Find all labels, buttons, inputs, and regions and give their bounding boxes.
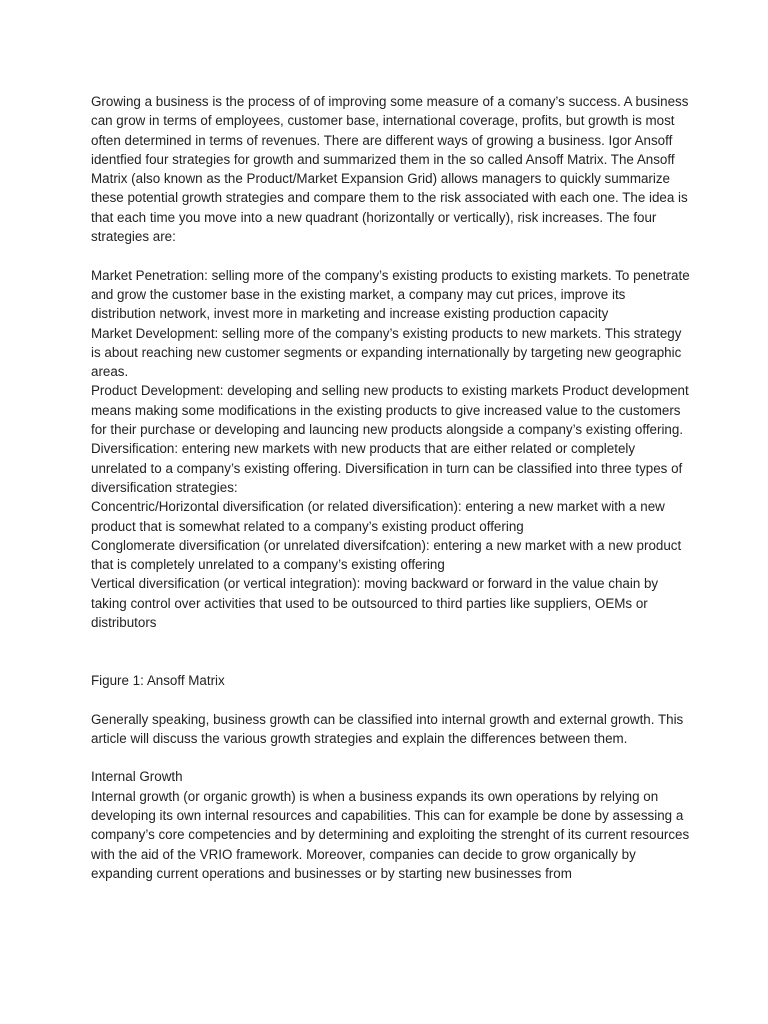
intro-paragraph: Growing a business is the process of of improving some measure of a comany’s success. A business can grow in terms of employees, customer base, international coverage, profits, but growth is most often determined in terms of revenues. There are different ways of growing a business. Igor Ansoff identfied four strategies for growth and summarized them in the so called Ansoff Matrix. The Ansoff Matrix (also known as the Product/Market Expansion Grid) allows managers to quickly summarize these potential growth strategies and compare them to the risk associated with each one. The idea is that each time you move into a new quadrant (horizontally or vertically), risk increases. The four strategies are: [91, 94, 689, 245]
strategy-conglomerate-diversification: Conglomerate diversification (or unrelated diversifcation): entering a new market with a new product that is completely unrelated to a company’s existing offering [91, 537, 682, 573]
growth-summary-paragraph: Generally speaking, business growth can be classified into internal growth and external growth. This article will discuss the various growth strategies and explain the differences between them. [91, 711, 684, 746]
paragraph-gap [91, 690, 691, 709]
strategy-vertical-diversification: Vertical diversification (or vertical integration): moving backward or forward in the value chain by taking control over activities that used to be outsourced to third parties like suppliers, OEMs or distributors [91, 576, 659, 631]
paragraph-gap [91, 246, 691, 265]
strategy-concentric-diversification: Concentric/Horizontal diversification (or related diversification): entering a new market with a new product that is somewhat related to a company’s existing product offering [91, 499, 665, 534]
strategy-market-penetration: Market Penetration: selling more of the company’s existing products to existing markets. To penetrate and grow the customer base in the existing market, a company may cut prices, improve its distribution network, invest more in marketing and increase existing production capacity [91, 267, 690, 322]
internal-growth-heading: Internal Growth [91, 769, 183, 785]
strategy-market-development: Market Development: selling more of the company’s existing products to new markets. This strategy is about reaching new customer segments or expanding internationally by targeting new geographic areas. [91, 325, 682, 380]
paragraph-gap [91, 632, 691, 671]
paragraph-gap [91, 748, 691, 767]
figure-caption: Figure 1: Ansoff Matrix [91, 672, 225, 688]
strategy-product-development: Product Development: developing and selling new products to existing markets Product development means making some modifications in the existing products to give increased value to the customers for their purchase or developing and launcing new products alongside a company’s existing offering. [91, 383, 689, 438]
strategy-diversification: Diversification: entering new markets with new products that are either related or completely unrelated to a company’s existing offering. Diversification in turn can be classified into three types of diversification strategies: [91, 441, 683, 495]
document-body [91, 92, 691, 883]
internal-growth-paragraph: Internal growth (or organic growth) is when a business expands its own operations by relying on developing its own internal resources and capabilities. This can for example be done by assessing a company’s core competencies and by determining and exploiting the strenght of its current resources with the aid of the VRIO framework. Moreover, companies can decide to grow organically by expanding current operations and businesses or by starting new businesses from [91, 788, 690, 881]
